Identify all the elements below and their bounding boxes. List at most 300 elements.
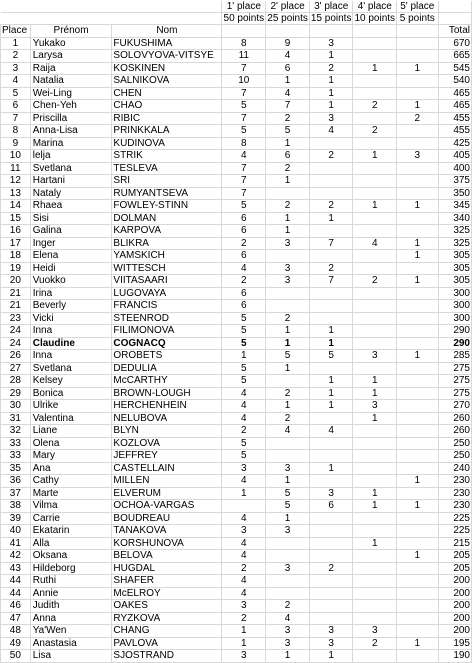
total-cell: 305	[438, 262, 472, 275]
place2-count-cell: 2	[266, 387, 310, 400]
table-row	[1, 425, 472, 438]
total-cell: 215	[438, 537, 472, 550]
place2-count-cell: 4	[266, 425, 310, 438]
total-cell: 375	[438, 175, 472, 188]
place4-count-cell: 4	[353, 237, 397, 250]
nom-cell: VIITASAARI	[112, 275, 222, 288]
standings-body	[1, 1, 472, 662]
place5-count-cell: 2	[397, 112, 438, 125]
place1-count-cell: 5	[222, 437, 266, 450]
prenom-cell: Anna	[30, 612, 112, 625]
standings-table	[0, 1, 472, 663]
place1-count-cell: 6	[222, 287, 266, 300]
place1-count-cell: 3	[222, 525, 266, 538]
prenom-cell: Hildeborg	[30, 562, 112, 575]
total-cell: 225	[438, 512, 472, 525]
place2-count-cell: 5	[266, 500, 310, 513]
place5-count-cell: 1	[397, 200, 438, 213]
place-cell: 28	[1, 375, 31, 388]
place-cell: 9	[1, 137, 31, 150]
total-cell: 300	[438, 312, 472, 325]
place4-count-cell: 2	[353, 100, 397, 113]
place3-count-cell	[309, 225, 353, 238]
prenom-cell: Svetlana	[30, 362, 112, 375]
place-cell: 43	[1, 562, 31, 575]
place1-count-cell: 4	[222, 575, 266, 588]
place-cell: 23	[1, 312, 31, 325]
header-points-2: 25 points	[267, 13, 308, 24]
table-row	[1, 587, 472, 600]
place5-count-cell	[397, 287, 438, 300]
prenom-cell: Marte	[30, 487, 112, 500]
place5-count-cell	[397, 50, 438, 63]
prenom-cell: Anna-Lisa	[30, 125, 112, 138]
place4-count-cell	[353, 87, 397, 100]
place-cell: 15	[1, 212, 31, 225]
place3-count-cell: 2	[309, 262, 353, 275]
place5-count-cell	[397, 525, 438, 538]
nom-cell: YAMSKICH	[112, 250, 222, 263]
place5-count-cell	[397, 375, 438, 388]
header-place: Place	[1, 25, 31, 38]
place5-count-cell	[397, 437, 438, 450]
nom-cell: BROWN-LOUGH	[112, 387, 222, 400]
table-row	[1, 637, 472, 650]
table-row	[1, 612, 472, 625]
place3-count-cell	[309, 525, 353, 538]
place5-count-cell	[397, 400, 438, 413]
place2-count-cell: 5	[266, 125, 310, 138]
prenom-cell: Ekatarin	[30, 525, 112, 538]
total-cell: 190	[438, 650, 472, 663]
blank-cell	[438, 13, 472, 25]
nom-cell: McCARTHY	[112, 375, 222, 388]
place1-count-cell: 5	[222, 200, 266, 213]
place1-count-cell: 7	[222, 187, 266, 200]
place4-count-cell	[353, 262, 397, 275]
place3-count-cell	[309, 450, 353, 463]
prenom-cell: Kelsey	[30, 375, 112, 388]
nom-cell: CHAO	[112, 100, 222, 113]
place5-count-cell: 1	[397, 237, 438, 250]
place-cell: 5	[1, 87, 31, 100]
place-cell: 40	[1, 525, 31, 538]
place2-count-cell: 1	[266, 400, 310, 413]
nom-cell: FUKUSHIMA	[112, 37, 222, 50]
place3-count-cell: 1	[309, 387, 353, 400]
place3-count-cell: 1	[309, 212, 353, 225]
total-cell: 240	[438, 462, 472, 475]
place5-count-cell: 1	[397, 350, 438, 363]
total-cell: 300	[438, 300, 472, 313]
header-nom: Nom	[112, 25, 222, 38]
blank-cell	[112, 13, 222, 25]
place2-count-cell: 1	[266, 475, 310, 488]
total-cell: 200	[438, 587, 472, 600]
nom-cell: JEFFREY	[112, 450, 222, 463]
place4-count-cell	[353, 325, 397, 338]
prenom-cell: Yukako	[30, 37, 112, 50]
place3-count-cell	[309, 312, 353, 325]
place3-count-cell: 4	[309, 125, 353, 138]
nom-cell: BOUDREAU	[112, 512, 222, 525]
place3-count-cell	[309, 537, 353, 550]
place-cell: 17	[1, 237, 31, 250]
prenom-cell: Larysa	[30, 50, 112, 63]
total-cell: 275	[438, 375, 472, 388]
place2-count-cell: 2	[266, 412, 310, 425]
blank-cell	[353, 25, 397, 38]
place-cell: 49	[1, 637, 31, 650]
place2-count-cell	[266, 250, 310, 263]
prenom-cell: Inger	[30, 237, 112, 250]
total-cell: 465	[438, 100, 472, 113]
nom-cell: WITTESCH	[112, 262, 222, 275]
place1-count-cell: 7	[222, 87, 266, 100]
total-cell: 305	[438, 275, 472, 288]
place1-count-cell: 1	[222, 487, 266, 500]
place2-count-cell	[266, 300, 310, 313]
table-row	[1, 125, 472, 138]
nom-cell: BLIKRA	[112, 237, 222, 250]
table-row	[1, 262, 472, 275]
total-cell: 250	[438, 450, 472, 463]
total-cell: 275	[438, 362, 472, 375]
place2-count-cell: 2	[266, 200, 310, 213]
place1-count-cell: 4	[222, 550, 266, 563]
place3-count-cell: 5	[309, 350, 353, 363]
place4-count-cell	[353, 437, 397, 450]
prenom-cell: Annie	[30, 587, 112, 600]
nom-cell: SALNIKOVA	[112, 75, 222, 88]
place4-count-cell	[353, 50, 397, 63]
place2-count-cell	[266, 550, 310, 563]
prenom-cell: Bonica	[30, 387, 112, 400]
nom-cell: RUMYANTSEVA	[112, 187, 222, 200]
blank-cell	[112, 1, 222, 13]
place4-count-cell	[353, 250, 397, 263]
total-cell: 465	[438, 87, 472, 100]
nom-cell: SOLOVYOVA-VITSYE	[112, 50, 222, 63]
prenom-cell: Alla	[30, 537, 112, 550]
place1-count-cell: 4	[222, 387, 266, 400]
place4-count-cell: 3	[353, 400, 397, 413]
table-row	[1, 475, 472, 488]
total-cell: 200	[438, 575, 472, 588]
prenom-cell: Judith	[30, 600, 112, 613]
prenom-cell: Cathy	[30, 475, 112, 488]
place-cell: 21	[1, 287, 31, 300]
total-cell: 225	[438, 525, 472, 538]
place5-count-cell: 1	[397, 500, 438, 513]
nom-cell: KORSHUNOVA	[112, 537, 222, 550]
place5-count-cell	[397, 562, 438, 575]
place1-count-cell: 6	[222, 225, 266, 238]
place1-count-cell: 5	[222, 450, 266, 463]
place5-count-cell	[397, 137, 438, 150]
place5-count-cell: 1	[397, 250, 438, 263]
place-cell: 27	[1, 362, 31, 375]
place4-count-cell	[353, 37, 397, 50]
place3-count-cell: 1	[309, 337, 353, 350]
total-cell: 260	[438, 425, 472, 438]
place5-count-cell	[397, 625, 438, 638]
nom-cell: SHAFER	[112, 575, 222, 588]
total-cell: 665	[438, 50, 472, 63]
total-cell: 195	[438, 637, 472, 650]
prenom-cell: Carrie	[30, 512, 112, 525]
place4-count-cell: 1	[353, 375, 397, 388]
place5-count-cell	[397, 37, 438, 50]
place2-count-cell: 1	[266, 225, 310, 238]
prenom-cell: Ya'Wen	[30, 625, 112, 638]
place1-count-cell: 2	[222, 612, 266, 625]
blank-cell	[1, 1, 31, 13]
table-row	[1, 350, 472, 363]
place3-count-cell	[309, 575, 353, 588]
place4-count-cell: 2	[353, 125, 397, 138]
place1-count-cell: 8	[222, 137, 266, 150]
nom-cell: CASTELLAIN	[112, 462, 222, 475]
place3-count-cell: 3	[309, 112, 353, 125]
prenom-cell: Hartani	[30, 175, 112, 188]
place-cell: 32	[1, 425, 31, 438]
place4-count-cell	[353, 425, 397, 438]
place4-count-cell	[353, 600, 397, 613]
place2-count-cell: 3	[266, 237, 310, 250]
blank-cell	[30, 13, 112, 25]
place-cell: 29	[1, 387, 31, 400]
place3-count-cell	[309, 587, 353, 600]
table-row	[1, 50, 472, 63]
nom-cell: TANAKOVA	[112, 525, 222, 538]
total-cell: 260	[438, 412, 472, 425]
place4-count-cell	[353, 512, 397, 525]
place3-count-cell	[309, 250, 353, 263]
table-row	[1, 312, 472, 325]
place5-count-cell: 1	[397, 637, 438, 650]
place4-count-cell	[353, 450, 397, 463]
place4-count-cell: 3	[353, 350, 397, 363]
nom-cell: SJOSTRAND	[112, 650, 222, 663]
prenom-cell: Raija	[30, 62, 112, 75]
total-cell: 275	[438, 387, 472, 400]
place2-count-cell: 4	[266, 50, 310, 63]
place3-count-cell: 1	[309, 400, 353, 413]
place5-count-cell	[397, 362, 438, 375]
place-cell: 44	[1, 587, 31, 600]
place-cell: 7	[1, 112, 31, 125]
blank-cell	[1, 13, 31, 25]
table-row	[1, 462, 472, 475]
place1-count-cell: 7	[222, 162, 266, 175]
prenom-cell: Irina	[30, 287, 112, 300]
table-row	[1, 562, 472, 575]
place2-count-cell: 3	[266, 275, 310, 288]
place5-count-cell	[397, 487, 438, 500]
place2-count-cell: 1	[266, 337, 310, 350]
blank-cell	[266, 25, 310, 38]
place1-count-cell: 4	[222, 412, 266, 425]
place-cell: 8	[1, 125, 31, 138]
nom-cell: NELUBOVA	[112, 412, 222, 425]
prenom-cell: Chen-Yeh	[30, 100, 112, 113]
place3-count-cell: 1	[309, 87, 353, 100]
total-cell: 300	[438, 287, 472, 300]
place1-count-cell: 1	[222, 625, 266, 638]
table-row	[1, 500, 472, 513]
table-row	[1, 150, 472, 163]
place3-count-cell: 7	[309, 275, 353, 288]
total-cell: 200	[438, 612, 472, 625]
total-cell: 405	[438, 150, 472, 163]
place1-count-cell: 7	[222, 175, 266, 188]
place4-count-cell	[353, 650, 397, 663]
total-cell: 230	[438, 487, 472, 500]
prenom-cell: Vuokko	[30, 275, 112, 288]
table-row	[1, 112, 472, 125]
prenom-cell: lelja	[30, 150, 112, 163]
place3-count-cell: 2	[309, 150, 353, 163]
place4-count-cell	[353, 550, 397, 563]
nom-cell: FOWLEY-STINN	[112, 200, 222, 213]
place1-count-cell: 2	[222, 562, 266, 575]
place2-count-cell: 3	[266, 562, 310, 575]
nom-cell: TESLEVA	[112, 162, 222, 175]
total-cell: 350	[438, 187, 472, 200]
total-cell: 290	[438, 325, 472, 338]
nom-cell: PAVLOVA	[112, 637, 222, 650]
place2-count-cell: 2	[266, 312, 310, 325]
place3-count-cell	[309, 437, 353, 450]
place1-count-cell: 6	[222, 250, 266, 263]
place2-count-cell: 3	[266, 525, 310, 538]
nom-cell: HUGDAL	[112, 562, 222, 575]
header-points-1: 50 points	[223, 13, 265, 24]
place2-count-cell: 3	[266, 262, 310, 275]
place4-count-cell	[353, 362, 397, 375]
prenom-cell: Ana	[30, 462, 112, 475]
place2-count-cell: 6	[266, 150, 310, 163]
total-cell: 670	[438, 37, 472, 50]
place1-count-cell: 4	[222, 150, 266, 163]
nom-cell: OCHOA-VARGAS	[112, 500, 222, 513]
header-points-4: 10 points	[354, 13, 396, 24]
nom-cell: OROBETS	[112, 350, 222, 363]
prenom-cell: Olena	[30, 437, 112, 450]
blank-cell	[222, 25, 266, 38]
total-cell: 325	[438, 237, 472, 250]
place-cell: 37	[1, 487, 31, 500]
place3-count-cell: 6	[309, 500, 353, 513]
place3-count-cell	[309, 600, 353, 613]
place2-count-cell: 2	[266, 112, 310, 125]
place5-count-cell	[397, 300, 438, 313]
place-cell: 24	[1, 325, 31, 338]
place3-count-cell	[309, 175, 353, 188]
nom-cell: BELOVA	[112, 550, 222, 563]
place3-count-cell: 1	[309, 100, 353, 113]
place-cell: 26	[1, 350, 31, 363]
table-row	[1, 75, 472, 88]
table-row	[1, 575, 472, 588]
place-cell: 16	[1, 225, 31, 238]
place-cell: 3	[1, 62, 31, 75]
place4-count-cell	[353, 612, 397, 625]
place2-count-cell: 1	[266, 75, 310, 88]
table-row	[1, 512, 472, 525]
place4-count-cell	[353, 287, 397, 300]
prenom-cell: Beverly	[30, 300, 112, 313]
place5-count-cell: 1	[397, 475, 438, 488]
place1-count-cell	[222, 500, 266, 513]
place1-count-cell: 8	[222, 37, 266, 50]
place3-count-cell: 1	[309, 650, 353, 663]
place2-count-cell: 1	[266, 325, 310, 338]
nom-cell: ELVERUM	[112, 487, 222, 500]
blank-cell	[30, 1, 112, 13]
place-cell: 21	[1, 300, 31, 313]
place4-count-cell: 2	[353, 275, 397, 288]
place2-count-cell: 1	[266, 212, 310, 225]
table-row	[1, 212, 472, 225]
place4-count-cell	[353, 300, 397, 313]
nom-cell: FRANCIS	[112, 300, 222, 313]
place2-count-cell: 4	[266, 87, 310, 100]
prenom-cell: Sisi	[30, 212, 112, 225]
place3-count-cell	[309, 412, 353, 425]
place1-count-cell: 5	[222, 100, 266, 113]
place1-count-cell: 4	[222, 400, 266, 413]
place-cell: 38	[1, 500, 31, 513]
table-row	[1, 187, 472, 200]
place5-count-cell: 3	[397, 150, 438, 163]
place3-count-cell: 1	[309, 375, 353, 388]
place2-count-cell	[266, 437, 310, 450]
header-place-4: 4' place	[353, 1, 397, 13]
place1-count-cell: 4	[222, 587, 266, 600]
nom-cell: HERCHENHEIN	[112, 400, 222, 413]
prenom-cell: Galina	[30, 225, 112, 238]
total-cell: 205	[438, 562, 472, 575]
place-cell: 19	[1, 262, 31, 275]
place5-count-cell: 1	[397, 100, 438, 113]
place3-count-cell	[309, 300, 353, 313]
table-row	[1, 362, 472, 375]
prenom-cell: Lisa	[30, 650, 112, 663]
nom-cell: DEDULIA	[112, 362, 222, 375]
place5-count-cell	[397, 450, 438, 463]
place5-count-cell: 1	[397, 62, 438, 75]
place-cell: 50	[1, 650, 31, 663]
place-cell: 14	[1, 200, 31, 213]
prenom-cell: Nataly	[30, 187, 112, 200]
header-points-3: 15 points	[310, 13, 352, 24]
place5-count-cell	[397, 537, 438, 550]
prenom-cell: Marina	[30, 137, 112, 150]
place-cell: 12	[1, 175, 31, 188]
total-cell: 425	[438, 137, 472, 150]
header-place-1: 1' place	[222, 1, 266, 13]
table-row	[1, 400, 472, 413]
place3-count-cell: 2	[309, 200, 353, 213]
blank-cell	[438, 1, 472, 13]
table-row	[1, 287, 472, 300]
nom-cell: BLYN	[112, 425, 222, 438]
table-row	[1, 600, 472, 613]
prenom-cell: Claudine	[30, 337, 112, 350]
table-row	[1, 300, 472, 313]
